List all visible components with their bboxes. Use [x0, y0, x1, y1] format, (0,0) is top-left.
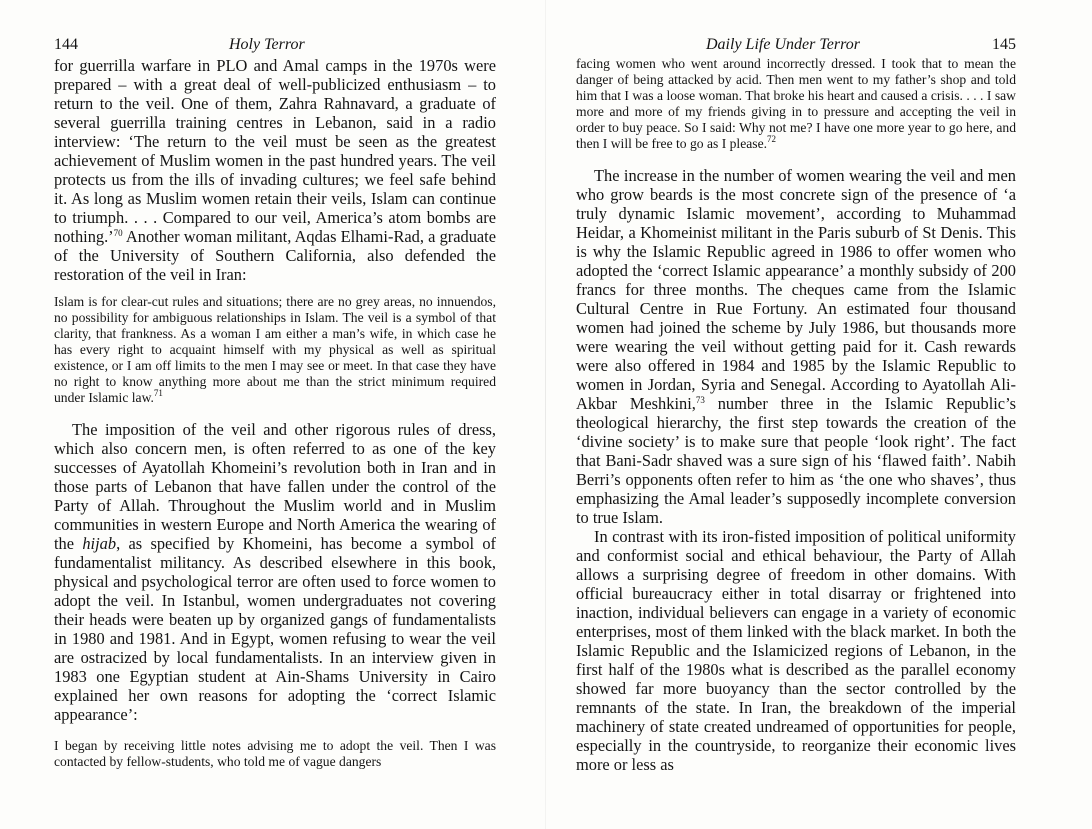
page-number: 144	[54, 36, 78, 53]
emphasis: hijab	[82, 534, 117, 553]
right-page	[576, 34, 1016, 774]
left-page-header	[54, 34, 496, 56]
block-quote: Islam is for clear-cut rules and situations; there are no grey areas, no innuendos, no possibility for ambiguous relationships in Islam. The veil is a symbol of that clarity, that frankness. As a woman I am either a man’s wife, in which case he has every right to acquaint himself with my physical as well as spiritual existence, or I am off limits to the men I may see or meet. In that case they have no right to know anything more about me than the strict minimum required under Islamic law.$^{71}$	[54, 294, 496, 405]
block-quote: facing women who went around incorrectly dressed. I took that to mean the danger of being attacked by acid. Then men went to my father’s shop and told him that I was a loose woman. That broke his heart and caused a crisis. . . . I saw more and more of my friends giving in to pressure and accepting the veil in order to buy peace. So I said: Why not me? I have one more year to go here, and then I will be free to go as I please.$^{72}$	[576, 56, 1016, 151]
block-quote: I began by receiving little notes advising me to adopt the veil. Then I was contacted by fellow-students, who told me of vague dangers	[54, 738, 496, 769]
body-paragraph: The imposition of the veil and other rigorous rules of dress, which also concern men, is often referred to as one of the key successes of Ayatollah Khomeini’s revolution both in Iran and in those parts of Lebanon that have fallen under the control of the Party of Allah. Throughout the Muslim world and in Muslim communities in western Europe and North America the wearing of the hijab, as specified by Khomeini, has become a symbol of fundamentalist militancy. As described elsewhere in this book, physical and psychological terror are often used to force women to adopt the veil. In Istanbul, women undergraduates not covering their heads were beaten up by organized gangs of fundamentalists in 1980 and 1981. And in Egypt, women refusing to wear the veil are ostracized by local fundamentalists. In an interview given in 1983 one Egyptian student at Ain-Shams University in Cairo explained her own reasons for adopting the ‘correct Islamic appearance’:	[54, 420, 497, 724]
body-paragraph: In contrast with its iron-fisted imposition of political uniformity and conformist social and ethical behaviour, the Party of Allah allows a surprising degree of freedom in other domains. With official bureaucracy either in total disarray or frightened into inaction, individual believers can engage in a variety of economic enterprises, most of them linked with the black market. In both the Islamic Republic and the Islamicized regions of Lebanon, in the first half of the 1980s what is described as the parallel economy showed far more buoyancy than the sector controlled by the remnants of the state. In Iran, the breakdown of the imperial machinery of state created undreamed of opportunities for people, especially in the countryside, to reorganize their economic lives more or less as	[576, 527, 1016, 774]
right-page-header	[576, 34, 1016, 56]
footnote-ref: 71	[153, 388, 163, 398]
footnote-ref: 70	[113, 228, 123, 238]
running-head: Daily Life Under Terror	[706, 36, 860, 53]
body-paragraph: for guerrilla warfare in PLO and Amal camps in the 1970s were prepared – with a great deal of well-publicized enthusiasm – to return to the veil. One of them, Zahra Rahnavard, a graduate of several guerrilla training centres in Lebanon, said in a radio interview: ‘The return to the veil must be seen as the greatest achievement of Muslim women in the past hundred years. The veil protects us from the ills of invading cultures; we feel safe behind it. As long as Muslim women retain their veils, Islam can continue to triumph. . . . Compared to our veil, America’s atom bombs are nothing.’$^{70}$ Another woman militant, Aqdas Elhami-Rad, a graduate of the University of Southern California, also defended the restoration of the veil in Iran:	[54, 56, 496, 284]
left-page	[54, 34, 496, 770]
body-paragraph: The increase in the number of women wearing the veil and men who grow beards is the most concrete sign of the presence of ‘a truly dynamic Islamic movement’, according to Muhammad Heidar, a Khomeinist militant in the Paris suburb of St Denis. This is why the Islamic Republic agreed in 1986 to offer women who adopted the ‘correct Islamic appearance’ a monthly subsidy of 200 francs for three months. The cheques came from the Islamic Cultural Centre in Rue Fortuny. An estimated four thousand women had joined the scheme by July 1986, but thousands more were wearing the veil without getting paid for it. Cash rewards were also offered in 1984 and 1985 by the Islamic Republic to women in Jordan, Syria and Senegal. According to Ayatollah Ali-Akbar Meshkini,$^{73}$ number three in the Islamic Republic’s theological hierarchy, the first step towards the creation of the ‘divine society’ is to make sure that people ‘look right’. The fact that Bani-Sadr shaved was a sure sign of his ‘flawed faith’. Nabih Berri’s opponents often refer to him as ‘the one who shaves’, thus emphasizing the Amal leader’s supposedly incomplete conversion to true Islam.	[576, 166, 1017, 527]
book-gutter	[545, 0, 546, 829]
footnote-ref: 72	[767, 134, 776, 144]
running-head: Holy Terror	[229, 36, 305, 53]
footnote-ref: 73	[695, 395, 705, 405]
page-number: 145	[992, 36, 1016, 53]
